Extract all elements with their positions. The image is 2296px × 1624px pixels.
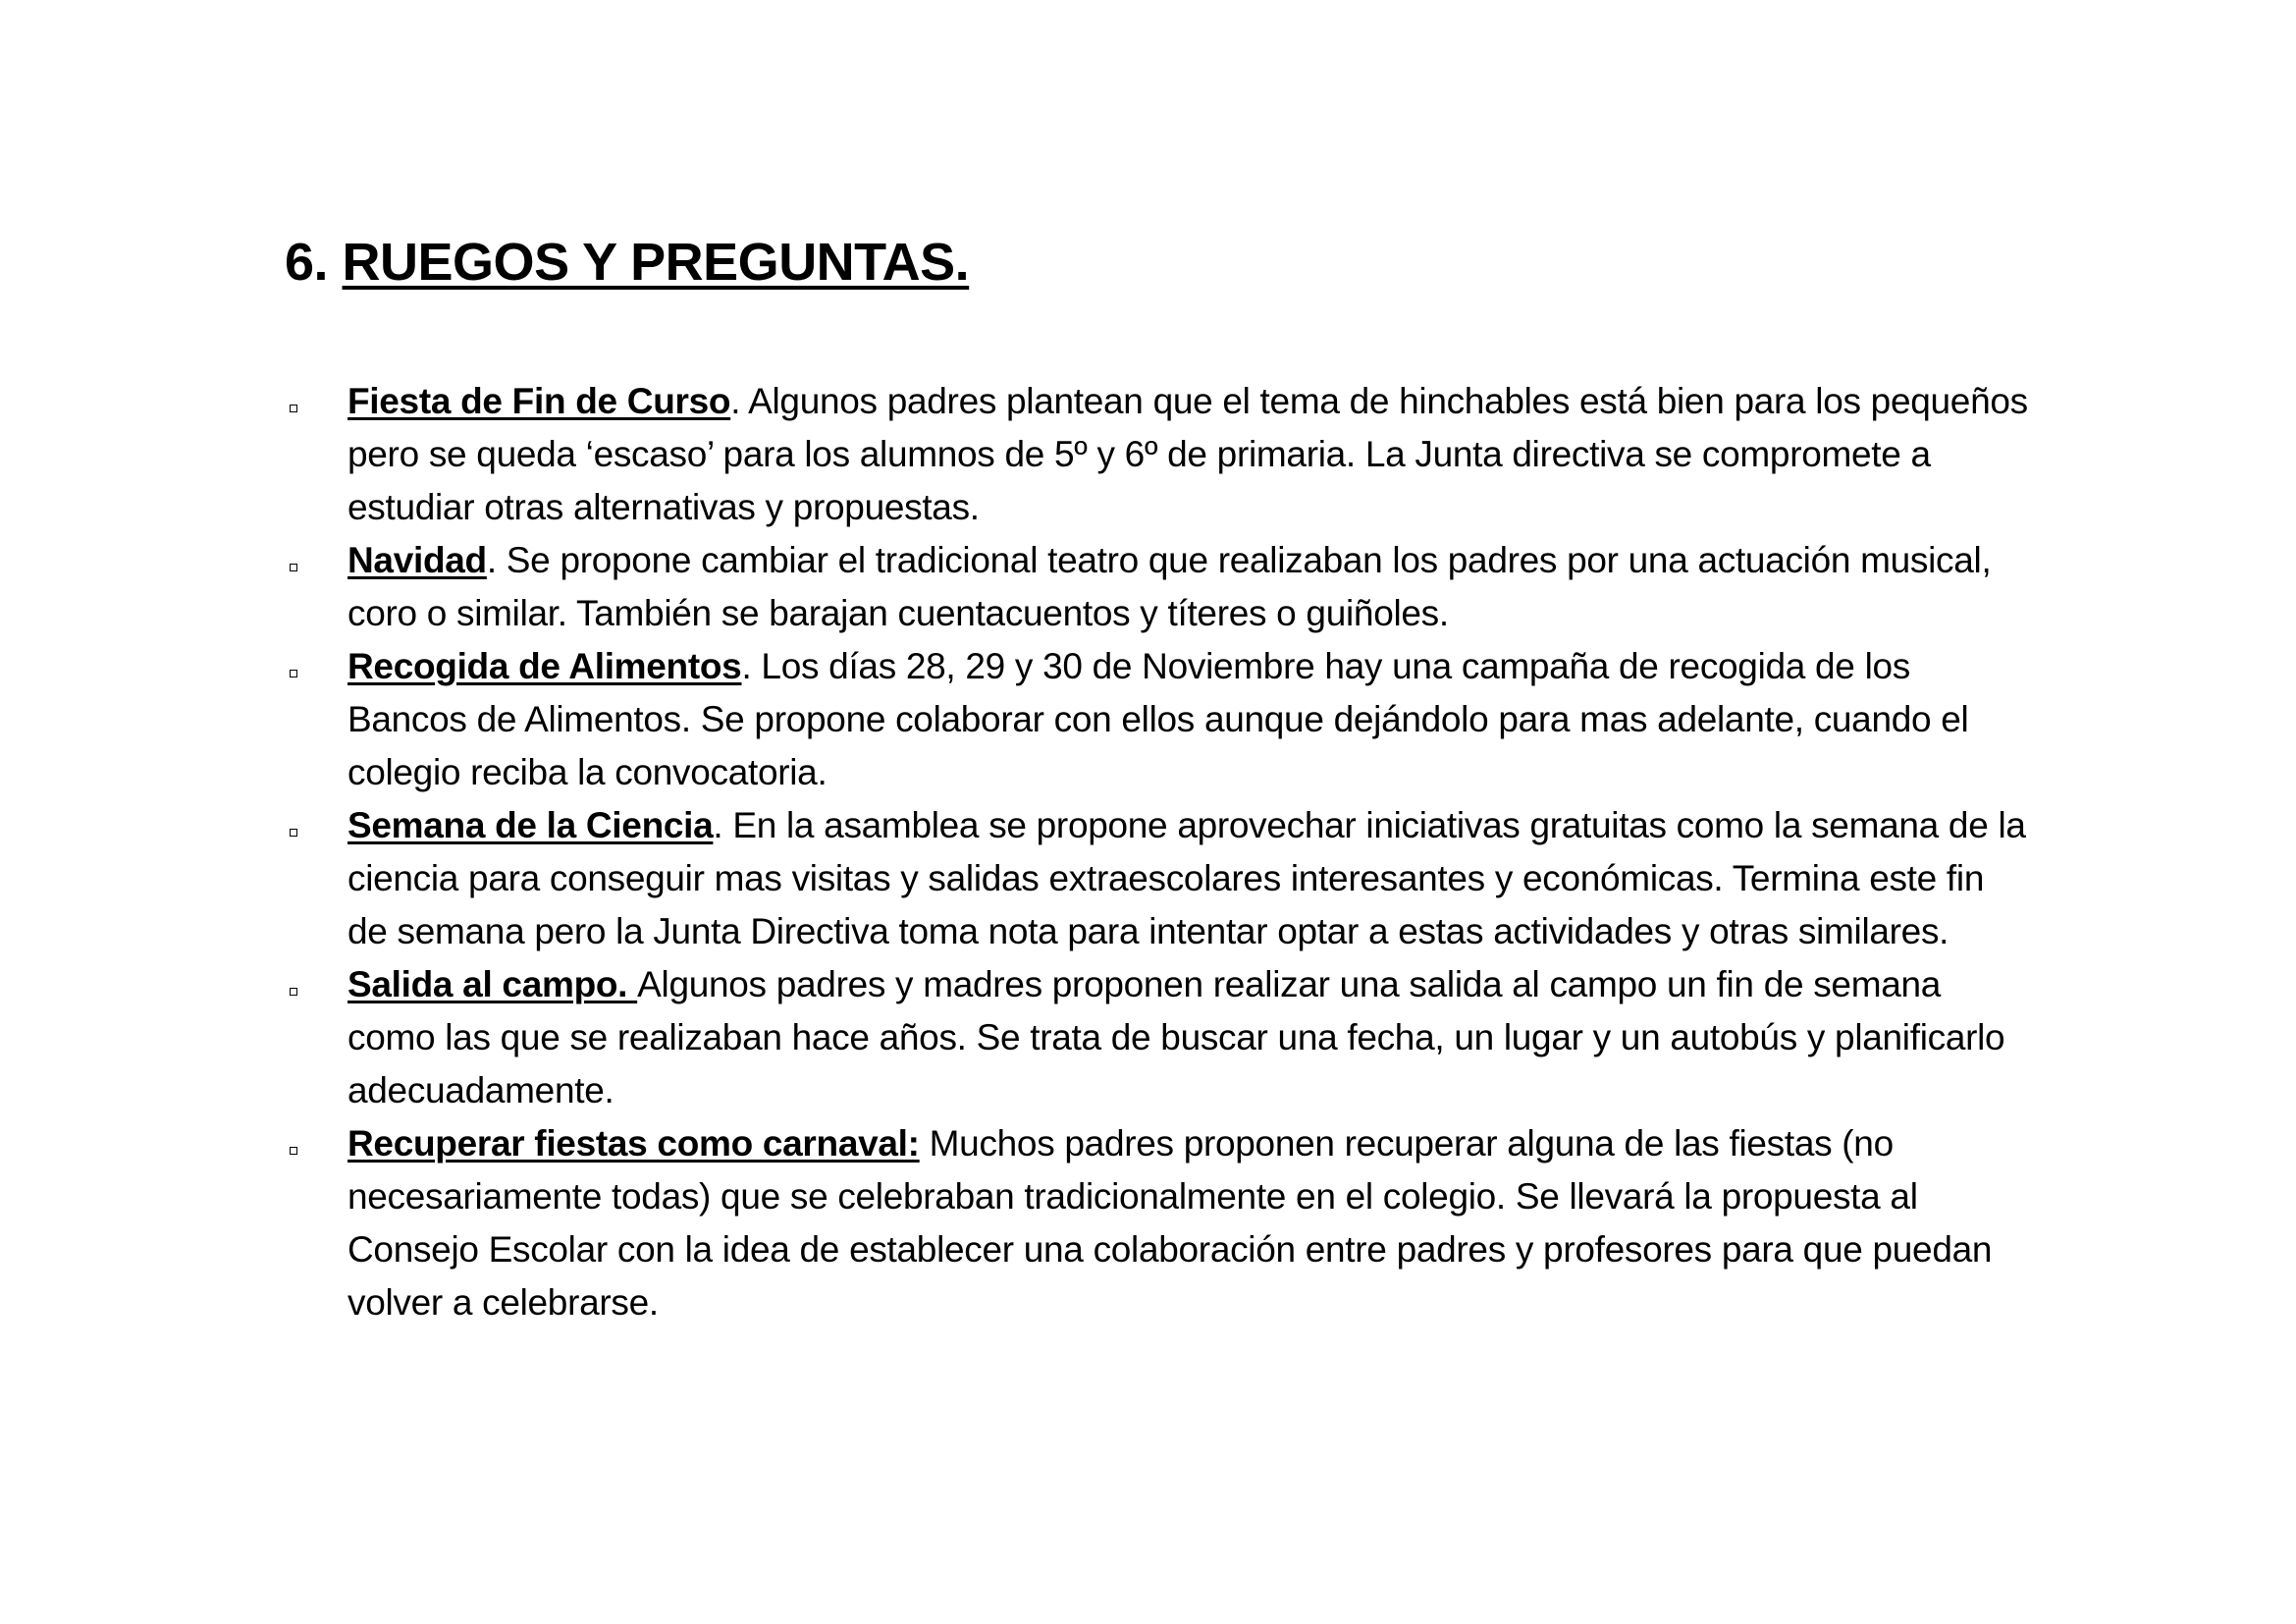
section-heading	[285, 228, 969, 297]
square-bullet-icon	[290, 405, 297, 412]
square-bullet-icon	[290, 564, 297, 571]
item-text: . En la asamblea se propone aprovechar iniciativas gratuitas como la semana de la ciencia para conseguir mas visitas y salidas extraescolares interesantes y económicas. Termina este fin de semana pero la Junta Directiva toma nota para intentar optar a estas actividades y otras similares.	[347, 805, 2026, 951]
square-bullet-icon	[290, 829, 297, 837]
item-text: . Los días 28, 29 y 30 de Noviembre hay una campaña de recogida de los Bancos de Alimentos. Se propone colaborar con ellos aunque dejándolo para mas adelante, cuando el colegio reciba la convocatoria.	[347, 646, 1969, 792]
item-list	[285, 375, 2032, 1329]
item-text: Algunos padres y madres proponen realizar una salida al campo un fin de semana como las que se realizaban hace años. Se trata de buscar una fecha, un lugar y un autobús y planificarlo adecuadamente.	[347, 964, 2005, 1110]
item-title: Recogida de Alimentos	[347, 646, 742, 686]
list-item	[285, 1117, 2032, 1329]
list-item	[285, 375, 2032, 534]
square-bullet-icon	[290, 670, 297, 677]
item-title: Navidad	[347, 540, 487, 580]
item-title: Recuperar fiestas como carnaval:	[347, 1123, 920, 1164]
list-item	[285, 640, 2032, 799]
section-number: 6.	[285, 233, 343, 292]
item-text: Muchos padres proponen recuperar alguna de las fiestas (no necesariamente todas) que se celebraban tradicionalmente en el colegio. Se llevará la propuesta al Consejo Escolar con la idea de establecer una colaboración entre padres y profesores para que puedan volver a celebrarse.	[347, 1123, 1993, 1323]
item-title: Salida al campo.	[347, 964, 638, 1004]
item-title: Fiesta de Fin de Curso	[347, 381, 731, 421]
section-title: RUEGOS Y PREGUNTAS.	[342, 233, 970, 292]
list-item	[285, 534, 2032, 640]
square-bullet-icon	[290, 1147, 297, 1155]
item-text: . Se propone cambiar el tradicional teatro que realizaban los padres por una actuación musical, coro o similar. También se barajan cuentacuentos y títeres o guiñoles.	[347, 540, 1992, 633]
square-bullet-icon	[290, 988, 297, 996]
list-item	[285, 958, 2032, 1117]
item-title: Semana de la Ciencia	[347, 805, 714, 845]
list-item	[285, 799, 2032, 958]
item-text: . Algunos padres plantean que el tema de hinchables está bien para los pequeños pero se queda ‘escaso’ para los alumnos de 5º y 6º de primaria. La Junta directiva se compromete a estudiar otras alternativas y propuestas.	[347, 381, 2028, 527]
